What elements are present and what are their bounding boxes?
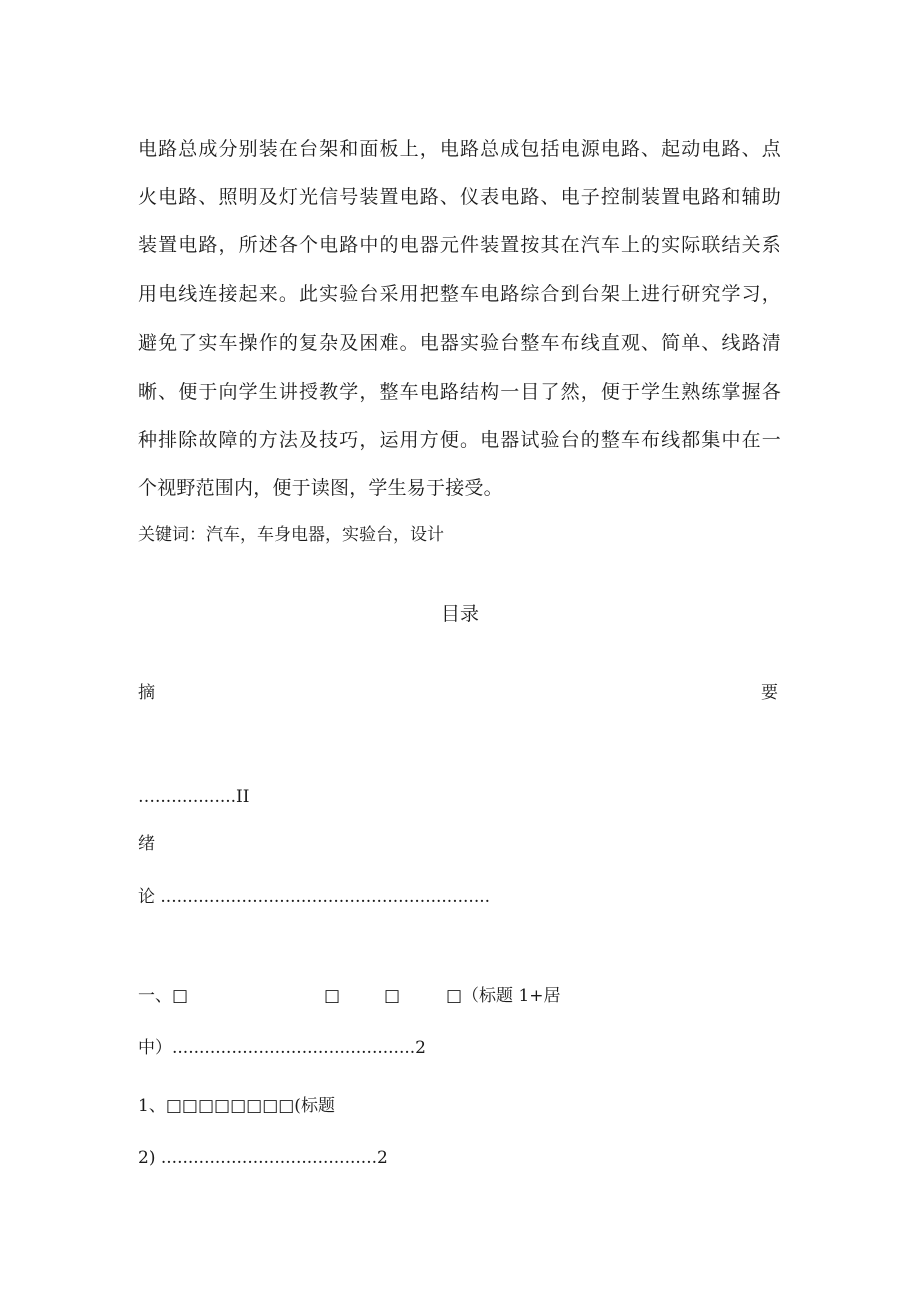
abstract-line-8: 个视野范围内，便于读图，学生易于接受。	[138, 477, 503, 499]
toc-title: 目录	[440, 603, 479, 625]
toc-entry-chapter1-page[interactable]: 中）.............................................2	[138, 1038, 426, 1058]
abstract-line-7: 种排除故障的方法及技巧，运用方便。电器试验台的整车布线都集中在一	[138, 429, 781, 451]
toc-entry-intro-char: 绪	[138, 834, 155, 854]
toc-entry-section1[interactable]: 1、□□□□□□□□(标题	[138, 1096, 335, 1116]
abstract-line-4: 用电线连接起来。此实验台采用把整车电路综合到台架上进行研究学习，	[138, 283, 781, 305]
chapter1-prefix: 一、□	[138, 986, 189, 1006]
abstract-line-1: 电路总成分别装在台架和面板上，电路总成包括电源电路、起动电路、点	[138, 138, 781, 160]
abstract-line-5: 避免了实车操作的复杂及困难。电器实验台整车布线直观、简单、线路清	[138, 332, 781, 354]
keywords: 关键词：汽车，车身电器，实验台，设计	[138, 525, 444, 545]
toc-abstract-left: 摘	[138, 683, 155, 703]
abstract-line-3: 装置电路，所述各个电路中的电器元件装置按其在汽车上的实际联结关系	[138, 234, 781, 256]
abstract-line-2: 火电路、照明及灯光信号装置电路、仪表电路、电子控制装置电路和辅助	[138, 186, 781, 208]
toc-abstract-right: 要	[761, 683, 778, 703]
toc-entry-abstract-heading[interactable]	[138, 681, 778, 705]
abstract-line-6: 晰、便于向学生讲授教学，整车电路结构一目了然，便于学生熟练掌握各	[138, 381, 781, 403]
chapter1-box-3: □	[384, 986, 401, 1006]
toc-entry-section1-page[interactable]: 2) ........................................2	[138, 1148, 388, 1168]
chapter1-box-4: □（标题 1+居	[446, 986, 561, 1006]
chapter1-box-2: □	[324, 986, 341, 1006]
toc-entry-abstract-dots[interactable]: …...............II	[138, 787, 250, 807]
toc-entry-intro[interactable]: 论 .............................................................	[138, 887, 491, 907]
